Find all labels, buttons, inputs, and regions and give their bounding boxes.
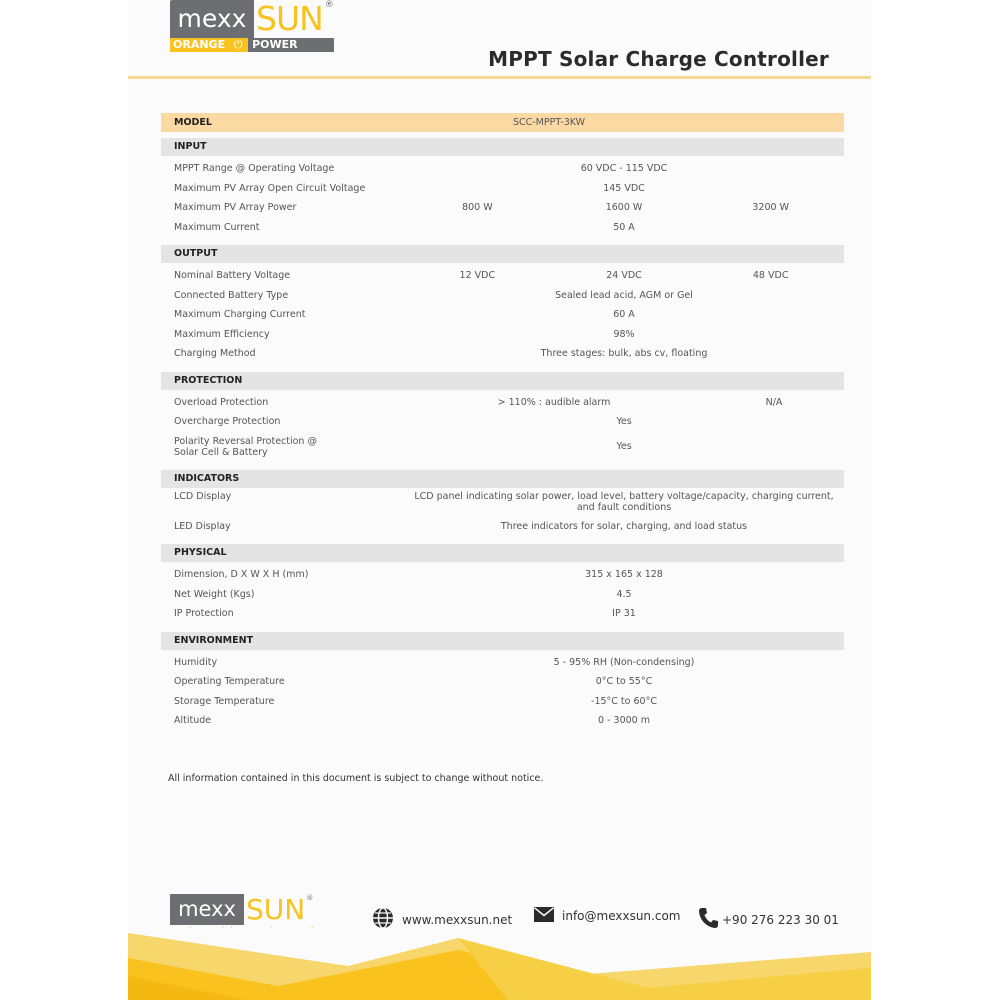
phone-number[interactable]: +90 276 223 30 01 [722,912,839,927]
model-label: MODEL [174,117,212,128]
envelope-icon [534,907,554,925]
row-label: Charging Method [174,348,256,360]
row-value: Yes [616,441,632,452]
table-row [161,159,844,179]
table-row [161,672,844,692]
row-value: > 110% : audible alarm [497,396,611,408]
logo-orange: ORANGE [170,38,228,52]
row-value: 0 - 3000 m [598,715,650,727]
section-protection [161,372,844,464]
section-output [161,245,844,366]
table-row [161,412,844,432]
table-row [161,491,844,517]
table-row [161,266,844,286]
row-value: 800 W [462,202,493,214]
row-label: Overcharge Protection [174,416,281,428]
table-row [161,286,844,306]
row-value: 98% [613,328,635,340]
section-heading: PROTECTION [161,372,844,390]
row-value-line: and fault conditions [576,501,672,513]
row-label: Humidity [174,656,218,668]
row-value-line: LCD panel indicating solar power, load level, battery voltage/capacity, charging current, [414,490,834,502]
contact-email[interactable] [534,907,680,925]
row-label: Maximum PV Array Open Circuit Voltage [174,182,366,194]
section-heading: ENVIRONMENT [161,632,844,650]
row-value: 60 A [613,309,635,321]
footer-registered-mark: ® [306,894,314,902]
section-heading: INPUT [161,138,844,156]
spec-table [161,113,844,733]
model-row [161,113,844,132]
row-value [404,491,844,513]
row-label [161,436,404,458]
model-value: SCC-MPPT-3KW [512,117,586,128]
row-label: Storage Temperature [174,695,275,707]
table-row [161,179,844,199]
row-value: 12 VDC [459,270,496,282]
row-label: Operating Temperature [174,676,285,688]
row-value: IP 31 [612,608,636,620]
row-value: 60 VDC - 115 VDC [580,163,668,175]
row-label: LED Display [174,520,231,532]
email-link[interactable]: info@mexxsun.com [562,909,681,923]
section-heading: INDICATORS [161,470,844,488]
row-label: Maximum PV Array Power [174,202,297,214]
row-label: Maximum Current [174,221,260,233]
table-row [161,432,844,462]
table-row [161,585,844,605]
row-value: 48 VDC [752,270,789,282]
table-row [161,305,844,325]
title-divider [128,76,871,79]
row-value: 315 x 165 x 128 [585,569,663,581]
row-value: 3200 W [752,202,789,214]
row-label: MPPT Range @ Operating Voltage [174,163,335,175]
page-title: MPPT Solar Charge Controller [488,47,829,71]
footer-wave [128,928,871,1000]
row-label: Overload Protection [174,396,269,408]
table-row [161,653,844,673]
section-heading: PHYSICAL [161,544,844,562]
row-value: 0°C to 55°C [595,676,653,688]
row-label: IP Protection [174,608,234,620]
power-icon: ⏻ [228,38,248,52]
logo-strip [170,38,334,52]
row-label: Maximum Charging Current [174,309,306,321]
row-value: 145 VDC [603,182,645,194]
disclaimer: All information contained in this document is subject to change without notice. [168,773,544,784]
row-label: Connected Battery Type [174,289,289,301]
table-row [161,692,844,712]
row-label: LCD Display [174,490,232,502]
table-row [161,711,844,731]
row-value: -15°C to 60°C [591,695,657,707]
table-row [161,325,844,345]
row-value: 4.5 [616,588,632,600]
row-value: 24 VDC [606,270,642,282]
row-value: Sealed lead acid, AGM or Gel [555,289,693,301]
section-input [161,138,844,239]
section-indicators [161,470,844,539]
row-label: Maximum Efficiency [174,328,270,340]
row-label: Net Weight (Kgs) [174,588,255,600]
spec-sheet [128,0,871,1000]
row-label: Nominal Battery Voltage [174,270,291,282]
table-row [161,198,844,218]
table-row [161,344,844,364]
row-value: Three indicators for solar, charging, and load status [500,520,748,532]
registered-mark: ® [324,0,334,10]
section-physical [161,544,844,626]
logo-sun: SUN [256,0,323,38]
row-value: Yes [616,416,632,428]
row-label: Dimension, D X W X H (mm) [174,569,309,581]
table-row [161,393,844,413]
footer-logo-sun: SUN [246,893,306,926]
table-row [161,218,844,238]
website-link[interactable]: www.mexxsun.net [402,912,513,927]
table-row [161,565,844,585]
row-value: 5 - 95% RH (Non-condensing) [553,656,695,668]
row-value: 50 A [613,221,635,233]
row-value: Three stages: bulk, abs cv, floating [540,348,708,360]
table-row [161,604,844,624]
table-row [161,517,844,537]
logo-mexx: mexx [170,0,254,38]
logo-power: POWER [248,38,334,52]
row-label: Altitude [174,715,212,727]
section-heading: OUTPUT [161,245,844,263]
row-label-line: Polarity Reversal Protection @ [174,435,317,447]
section-environment [161,632,844,733]
footer-logo-mexx: mexx [170,894,244,925]
row-value: 1600 W [605,202,643,214]
row-value: N/A [765,396,783,408]
row-label-line: Solar Cell & Battery [174,446,268,458]
brand-logo [170,0,334,52]
